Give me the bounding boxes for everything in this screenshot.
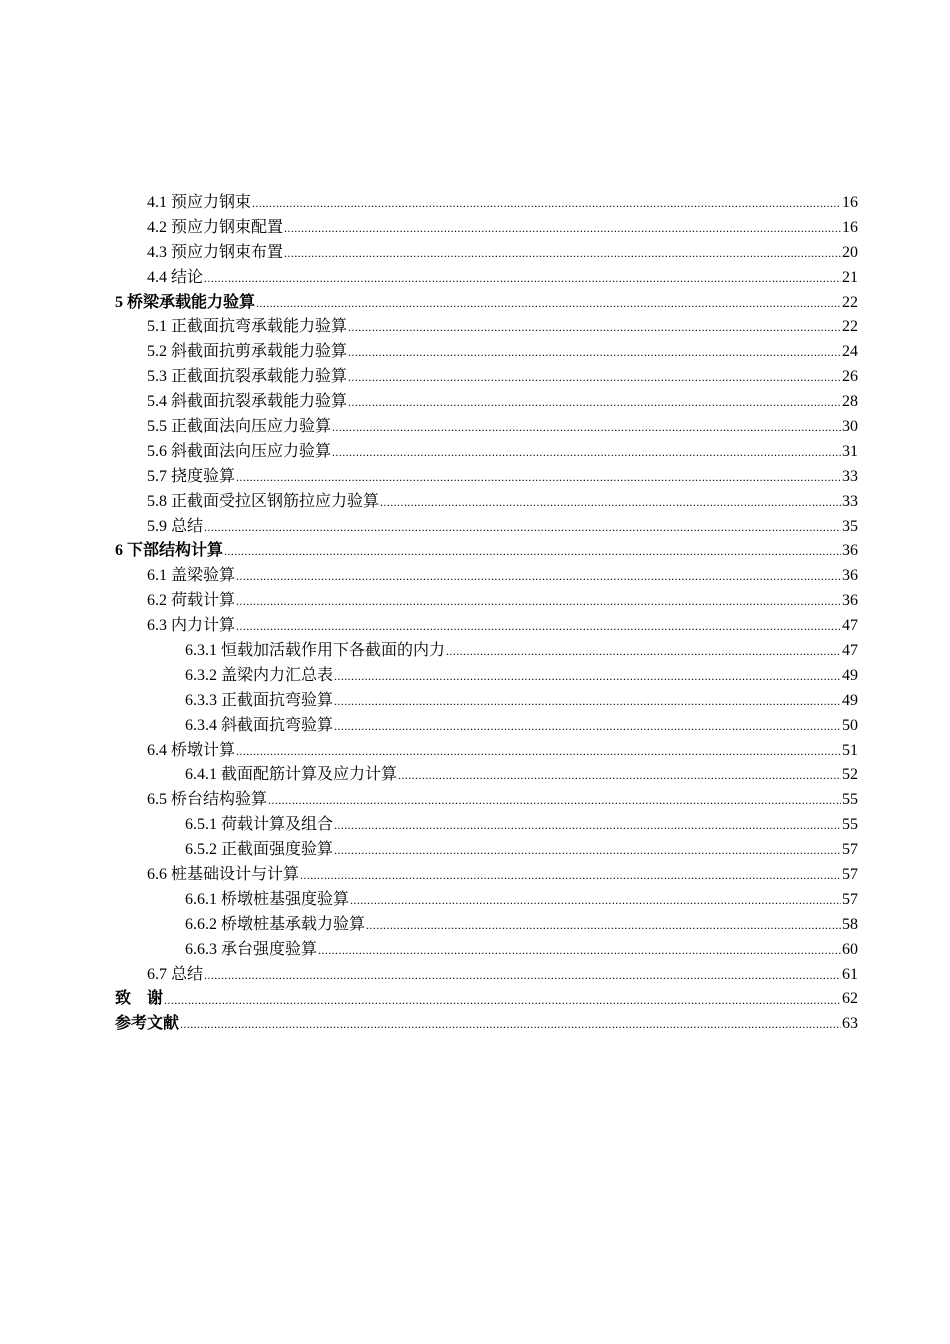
toc-entry[interactable]: [0, 863, 950, 888]
toc-entry[interactable]: [0, 490, 950, 515]
toc-entry-title: 5.1 正截面抗弯承载能力验算: [147, 318, 348, 336]
toc-entry-line: [185, 913, 858, 938]
toc-entry[interactable]: [0, 763, 950, 788]
toc-entry-line: [147, 863, 858, 888]
toc-entry-line: [147, 589, 858, 614]
toc-entry-title: 5 桥梁承载能力验算: [115, 293, 256, 311]
toc-entry-line: [115, 539, 858, 564]
toc-entry-title: 5.3 正截面抗裂承载能力验算: [147, 368, 348, 386]
toc-entry-line: [185, 888, 858, 913]
toc-entry-page-number: 16: [842, 218, 858, 236]
toc-entry-title: 4.2 预应力钢束配置: [147, 218, 284, 236]
toc-entry-line: [147, 415, 858, 440]
toc-entry-line: [185, 838, 858, 863]
toc-entry-title: 5.7 挠度验算: [147, 467, 236, 485]
toc-entry-line: [147, 739, 858, 764]
toc-entry-page-number: 16: [842, 193, 858, 211]
toc-entry[interactable]: [0, 515, 950, 540]
toc-entry-page-number: 50: [842, 716, 858, 734]
toc-entry-page-number: 35: [842, 517, 858, 535]
toc-entry-page-number: 57: [842, 890, 858, 908]
toc-entry-title: 6.3.3 正截面抗弯验算: [185, 691, 334, 709]
toc-entry[interactable]: [0, 340, 950, 365]
toc-entry[interactable]: [0, 788, 950, 813]
toc-entry-line: [185, 664, 858, 689]
toc-entry[interactable]: [0, 315, 950, 340]
toc-dot-leader: [318, 938, 841, 963]
toc-entry-title: 6.6.3 承台强度验算: [185, 940, 318, 958]
toc-dot-leader: [348, 390, 841, 415]
toc-entry[interactable]: [0, 266, 950, 291]
toc-entry[interactable]: [0, 241, 950, 266]
toc-dot-leader: [204, 515, 841, 540]
toc-entry[interactable]: [0, 539, 950, 564]
toc-entry-line: [147, 365, 858, 390]
toc-entry[interactable]: [0, 440, 950, 465]
toc-dot-leader: [268, 788, 841, 813]
toc-entry-title: 6.6.1 桥墩桩基强度验算: [185, 890, 350, 908]
toc-dot-leader: [334, 664, 841, 689]
toc-dot-leader: [380, 490, 841, 515]
toc-entry-line: [185, 639, 858, 664]
toc-entry-title: 6.5.1 荷载计算及组合: [185, 816, 334, 834]
toc-entry-line: [147, 788, 858, 813]
toc-entry-page-number: 49: [842, 691, 858, 709]
toc-dot-leader: [224, 539, 841, 564]
toc-entry-page-number: 49: [842, 666, 858, 684]
toc-entry-page-number: 58: [842, 915, 858, 933]
toc-entry[interactable]: [0, 465, 950, 490]
toc-entry-title: 5.8 正截面受拉区钢筋拉应力验算: [147, 492, 380, 510]
toc-entry-line: [185, 813, 858, 838]
toc-dot-leader: [348, 315, 841, 340]
toc-dot-leader: [348, 365, 841, 390]
toc-entry-page-number: 33: [842, 492, 858, 510]
toc-entry-page-number: 24: [842, 343, 858, 361]
toc-entry-page-number: 36: [842, 567, 858, 585]
toc-entry-title: 5.2 斜截面抗剪承载能力验算: [147, 343, 348, 361]
toc-dot-leader: [204, 963, 841, 988]
toc-entry-title: 6.5.2 正截面强度验算: [185, 841, 334, 859]
toc-entry[interactable]: [0, 739, 950, 764]
toc-entry-title: 6.4 桥墩计算: [147, 741, 236, 759]
toc-entry[interactable]: [0, 938, 950, 963]
toc-entry[interactable]: [0, 913, 950, 938]
toc-entry-page-number: 47: [842, 642, 858, 660]
toc-entry-line: [115, 1012, 858, 1037]
toc-entry-page-number: 28: [842, 393, 858, 411]
toc-dot-leader: [446, 639, 841, 664]
toc-entry-page-number: 21: [842, 268, 858, 286]
toc-dot-leader: [366, 913, 841, 938]
toc-entry-page-number: 63: [842, 1015, 858, 1033]
toc-dot-leader: [284, 241, 841, 266]
toc-entry-line: [147, 241, 858, 266]
toc-entry-line: [147, 191, 858, 216]
toc-dot-leader: [180, 1012, 841, 1037]
toc-entry-page-number: 57: [842, 841, 858, 859]
toc-entry-title: 5.9 总结: [147, 517, 204, 535]
toc-entry-page-number: 31: [842, 442, 858, 460]
toc-entry-title: 6.3.1 恒载加活载作用下各截面的内力: [185, 642, 446, 660]
toc-entry-line: [147, 490, 858, 515]
toc-entry-page-number: 30: [842, 418, 858, 435]
toc-entry[interactable]: [0, 564, 950, 589]
toc-entry-page-number: 22: [842, 293, 858, 311]
table-of-contents: [0, 191, 950, 1037]
toc-dot-leader: [334, 689, 841, 714]
toc-entry-title: 4.4 结论: [147, 268, 204, 286]
toc-entry-line: [147, 216, 858, 241]
toc-entry-line: [185, 938, 858, 963]
toc-dot-leader: [348, 340, 841, 365]
toc-entry-line: [147, 440, 858, 465]
toc-entry-title: 6.6 桩基础设计与计算: [147, 866, 300, 884]
toc-dot-leader: [334, 838, 841, 863]
toc-dot-leader: [236, 589, 841, 614]
toc-dot-leader: [332, 440, 841, 465]
toc-dot-leader: [256, 291, 841, 316]
toc-entry-line: [115, 987, 858, 1012]
toc-dot-leader: [350, 888, 841, 913]
toc-entry-page-number: 22: [842, 318, 858, 336]
toc-dot-leader: [236, 465, 841, 490]
toc-entry[interactable]: [0, 390, 950, 415]
toc-entry[interactable]: [0, 838, 950, 863]
toc-entry-line: [185, 689, 858, 714]
toc-entry-line: [147, 963, 858, 988]
toc-entry[interactable]: [0, 589, 950, 614]
toc-entry-title: 4.1 预应力钢束: [147, 193, 252, 211]
toc-entry-title: 6.3.4 斜截面抗弯验算: [185, 716, 334, 734]
toc-entry[interactable]: [0, 365, 950, 390]
toc-entry-page-number: 61: [842, 965, 858, 983]
toc-entry[interactable]: [0, 1012, 950, 1037]
toc-entry-line: [147, 465, 858, 490]
toc-dot-leader: [284, 216, 841, 241]
toc-entry-page-number: 20: [842, 243, 858, 261]
toc-entry-line: [147, 390, 858, 415]
toc-entry[interactable]: [0, 639, 950, 664]
toc-dot-leader: [236, 614, 841, 639]
toc-entry-line: [147, 340, 858, 365]
toc-entry-title: 致 谢: [115, 990, 164, 1008]
toc-entry-page-number: 26: [842, 368, 858, 386]
toc-entry-title: 6.5 桥台结构验算: [147, 791, 268, 809]
toc-dot-leader: [334, 714, 841, 739]
toc-entry[interactable]: [0, 689, 950, 714]
toc-dot-leader: [204, 266, 841, 291]
toc-entry-line: [147, 515, 858, 540]
toc-entry-line: [185, 714, 858, 739]
toc-dot-leader: [398, 763, 841, 788]
toc-entry-line: [115, 291, 858, 316]
toc-entry[interactable]: [0, 415, 950, 440]
toc-entry-title: 6.3.2 盖梁内力汇总表: [185, 666, 334, 684]
toc-entry-title: 5.6 斜截面法向压应力验算: [147, 442, 332, 460]
toc-entry[interactable]: [0, 191, 950, 216]
toc-entry[interactable]: [0, 988, 950, 1013]
toc-entry[interactable]: [0, 216, 950, 241]
toc-entry-page-number: 36: [842, 542, 858, 560]
toc-entry-page-number: 55: [842, 791, 858, 809]
toc-entry-page-number: 47: [842, 617, 858, 635]
toc-entry-title: 6.3 内力计算: [147, 617, 236, 635]
toc-entry-title: 6.6.2 桥墩桩基承载力验算: [185, 915, 366, 933]
toc-entry-line: [185, 763, 858, 788]
toc-entry-page-number: 55: [842, 816, 858, 834]
toc-entry-page-number: 33: [842, 467, 858, 485]
toc-entry-line: [147, 564, 858, 589]
toc-entry-line: [147, 315, 858, 340]
toc-entry[interactable]: [0, 291, 950, 316]
toc-entry[interactable]: [0, 963, 950, 988]
toc-entry-title: 参考文献: [115, 1015, 180, 1033]
toc-entry-title: 6.7 总结: [147, 965, 204, 983]
toc-entry-title: 6.1 盖梁验算: [147, 567, 236, 585]
toc-dot-leader: [236, 564, 841, 589]
toc-entry-title: 4.3 预应力钢束布置: [147, 243, 284, 261]
toc-dot-leader: [334, 813, 841, 838]
toc-entry[interactable]: [0, 664, 950, 689]
toc-entry-page-number: 60: [842, 940, 858, 958]
toc-entry-line: [147, 614, 858, 639]
toc-entry[interactable]: [0, 888, 950, 913]
toc-entry-page-number: 52: [842, 766, 858, 784]
toc-entry[interactable]: [0, 714, 950, 739]
toc-entry[interactable]: [0, 813, 950, 838]
toc-dot-leader: [300, 863, 841, 888]
toc-dot-leader: [332, 415, 841, 440]
toc-entry-title: 6.4.1 截面配筋计算及应力计算: [185, 766, 398, 784]
toc-dot-leader: [252, 191, 841, 216]
toc-dot-leader: [236, 739, 841, 764]
toc-entry-line: [147, 266, 858, 291]
toc-entry-page-number: 57: [842, 866, 858, 884]
toc-entry-page-number: 51: [842, 741, 858, 759]
toc-entry-title: 5.4 斜截面抗裂承载能力验算: [147, 393, 348, 411]
toc-entry-page-number: 62: [842, 990, 858, 1008]
toc-entry-title: 5.5 正截面法向压应力验算: [147, 418, 332, 435]
toc-entry-page-number: 36: [842, 592, 858, 610]
toc-dot-leader: [164, 988, 841, 1013]
toc-entry-title: 6.2 荷载计算: [147, 592, 236, 610]
toc-entry[interactable]: [0, 614, 950, 639]
toc-entry-title: 6 下部结构计算: [115, 542, 224, 560]
